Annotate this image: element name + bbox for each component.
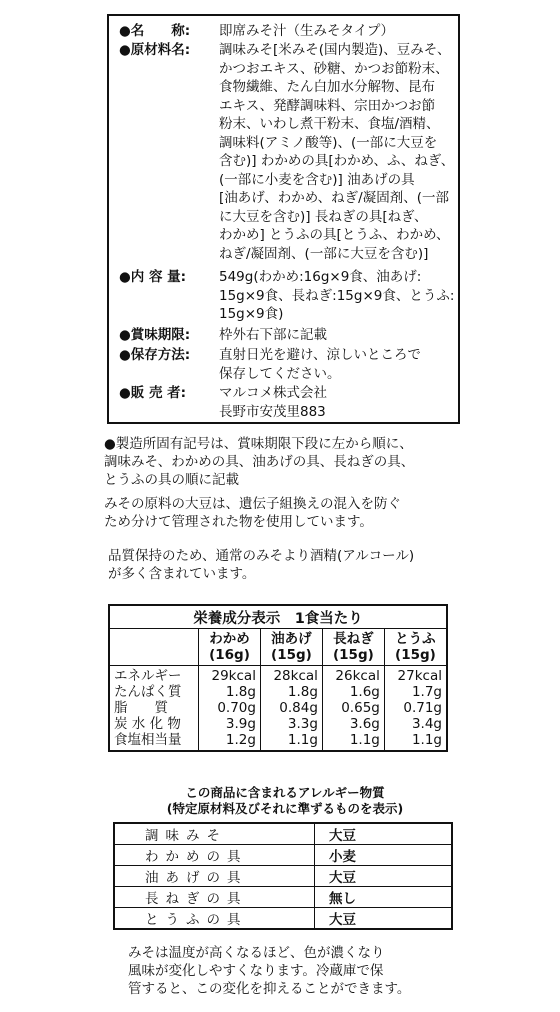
col-weight: (15g) — [332, 647, 374, 663]
nutrition-values-wakame — [199, 666, 261, 752]
nutrition-col-tofu — [384, 629, 447, 666]
nutrition-col-wakame — [199, 629, 261, 666]
allergy-item: 油あげの具 — [114, 866, 315, 887]
nutrition-value: 1.2g — [225, 732, 256, 748]
nutrition-title: 栄養成分表示 1食当たり — [109, 605, 447, 629]
content-line: 549g(わかめ:16g×9食、油あげ: — [219, 269, 422, 285]
nutrition-value: 1.1g — [411, 732, 442, 748]
allergy-value: 無し — [315, 887, 453, 908]
note-line: 調味みそ、わかめの具、油あげの具、長ねぎの具、 — [104, 454, 415, 470]
ingredients-line: エキス、発酵調味料、宗田かつお節 — [219, 97, 436, 114]
temperature-note — [128, 944, 410, 998]
row-label: 脂 質 — [114, 700, 168, 716]
row-label: 食塩相当量 — [114, 732, 182, 748]
nutrition-col-naganegi — [322, 629, 384, 666]
nutrition-table — [108, 604, 448, 752]
ingredients-line: (一部に小麦を含む)] 油あげの具 — [219, 171, 415, 188]
name-value: 即席みそ汁（生みそタイプ） — [219, 23, 394, 39]
nutrition-value: 3.9g — [225, 716, 256, 732]
note-line: 管すると、この変化を抑えることができます。 — [128, 981, 411, 997]
col-weight: (15g) — [271, 647, 312, 663]
seller-line: マルコメ株式会社 — [219, 385, 327, 401]
allergy-row — [114, 908, 452, 930]
ingredients-line: 調味料(アミノ酸等)、(一部に大豆を — [219, 134, 438, 151]
allergy-title — [120, 785, 450, 817]
allergy-row — [114, 866, 452, 887]
ingredients-line: 含む)] わかめの具[わかめ、ふ、ねぎ、 — [219, 153, 455, 169]
ingredients-line: わかめ] とうふの具[とうふ、わかめ、 — [219, 227, 450, 243]
nutrition-value: 3.3g — [287, 716, 318, 732]
nutrition-value: 26kcal — [335, 668, 380, 684]
nutrition-values-aburaage — [260, 666, 322, 752]
col-name: わかめ — [209, 631, 250, 647]
ingredients-label: ●原材料名: — [119, 42, 191, 58]
nutrition-value: 3.4g — [411, 716, 442, 732]
note-line: みその原料の大豆は、遺伝子組換えの混入を防ぐ — [104, 496, 401, 512]
nutrition-value: 0.84g — [279, 700, 318, 716]
col-weight: (16g) — [209, 647, 250, 663]
name-label: ●名 称: — [119, 23, 191, 39]
allergy-row — [114, 887, 452, 908]
ingredients-line: [油あげ、わかめ、ねぎ/凝固剤、(一部 — [219, 190, 450, 206]
seller-line: 長野市安茂里883 — [219, 403, 326, 420]
storage-label: ●保存方法: — [119, 347, 191, 363]
nutrition-value: 1.1g — [349, 732, 380, 748]
storage-line: 保存してください。 — [219, 365, 341, 382]
content-line: 15g×9食、長ねぎ:15g×9食、とうふ: — [219, 287, 455, 304]
seller-label: ●販 売 者: — [119, 385, 187, 401]
ingredients-line: かつおエキス、砂糖、かつお節粉末、 — [219, 60, 449, 77]
note-line: 品質保持のため、通常のみそより酒精(アルコール) — [108, 548, 415, 564]
allergy-value: 大豆 — [315, 823, 453, 845]
allergy-table — [113, 822, 453, 930]
row-label: たんぱく質 — [114, 684, 182, 700]
seller-value — [219, 384, 327, 421]
note-line: みそは温度が高くなるほど、色が濃くなり — [128, 945, 385, 961]
nutrition-value: 28kcal — [273, 668, 318, 684]
nutrition-value: 3.6g — [349, 716, 380, 732]
note-line: 風味が変化しやすくなります。冷蔵庫で保 — [128, 963, 384, 979]
storage-value — [219, 346, 421, 383]
expiry-value: 枠外右下部に記載 — [219, 327, 327, 343]
row-label: 炭 水 化 物 — [114, 716, 181, 732]
specification-box — [107, 14, 460, 424]
nutrition-value: 1.8g — [287, 684, 318, 700]
storage-line: 直射日光を避け、涼しいところで — [219, 347, 421, 363]
col-weight: (15g) — [395, 647, 436, 663]
nutrition-value: 0.65g — [341, 700, 380, 716]
ingredients-line: ねぎ/凝固剤、(一部に大豆を含む)] — [219, 245, 429, 262]
nutrition-row-labels — [109, 666, 199, 752]
content-value — [219, 268, 454, 324]
nutrition-value: 27kcal — [397, 668, 442, 684]
factory-code-note — [104, 435, 414, 489]
nutrition-value: 0.70g — [217, 700, 256, 716]
nutrition-values-tofu — [384, 666, 447, 752]
allergy-row — [114, 845, 452, 866]
row-label: エネルギー — [114, 668, 182, 684]
allergy-value: 大豆 — [315, 908, 453, 930]
col-name: 油あげ — [271, 631, 312, 647]
note-line: とうふの具の順に記載 — [104, 472, 239, 488]
allergy-title-line: この商品に含まれるアレルギー物質 — [185, 785, 385, 800]
ingredients-line: 粉末、いわし煮干粉末、食塩/酒精、 — [219, 116, 440, 132]
expiry-label: ●賞味期限: — [119, 327, 191, 343]
allergy-value: 大豆 — [315, 866, 453, 887]
nutrition-col-aburaage — [260, 629, 322, 666]
allergy-row — [114, 823, 452, 845]
allergy-value: 小麦 — [315, 845, 453, 866]
nutrition-values-naganegi — [322, 666, 384, 752]
note-line: が多く含まれています。 — [108, 566, 256, 582]
soybean-note — [104, 495, 401, 531]
col-name: とうふ — [395, 631, 436, 647]
nutrition-value: 29kcal — [211, 668, 256, 684]
alcohol-note — [108, 547, 414, 583]
content-line: 15g×9食) — [219, 306, 284, 322]
allergy-item: わかめの具 — [114, 845, 315, 866]
nutrition-value: 1.1g — [287, 732, 318, 748]
content-label: ●内 容 量: — [119, 269, 187, 285]
allergy-item: とうふの具 — [114, 908, 315, 930]
allergy-item: 長ねぎの具 — [114, 887, 315, 908]
allergy-item: 調味みそ — [114, 823, 315, 845]
nutrition-value: 1.8g — [225, 684, 256, 700]
col-name: 長ねぎ — [333, 631, 374, 647]
nutrition-corner — [109, 629, 199, 666]
note-line: ため分けて管理された物を使用しています。 — [104, 514, 373, 530]
nutrition-value: 0.71g — [403, 700, 442, 716]
nutrition-value: 1.7g — [411, 684, 442, 700]
ingredients-line: に大豆を含む)] 長ねぎの具[ねぎ、 — [219, 208, 428, 225]
nutrition-value: 1.6g — [349, 684, 380, 700]
allergy-title-line: (特定原材料及びそれに準ずるものを表示) — [166, 801, 404, 816]
ingredients-line: 調味みそ[米みそ(国内製造)、豆みそ、 — [219, 42, 451, 58]
note-line: ●製造所固有記号は、賞味期限下段に左から順に、 — [104, 436, 413, 452]
ingredients-line: 食物繊維、たん白加水分解物、昆布 — [219, 79, 435, 95]
ingredients-value — [219, 41, 454, 263]
